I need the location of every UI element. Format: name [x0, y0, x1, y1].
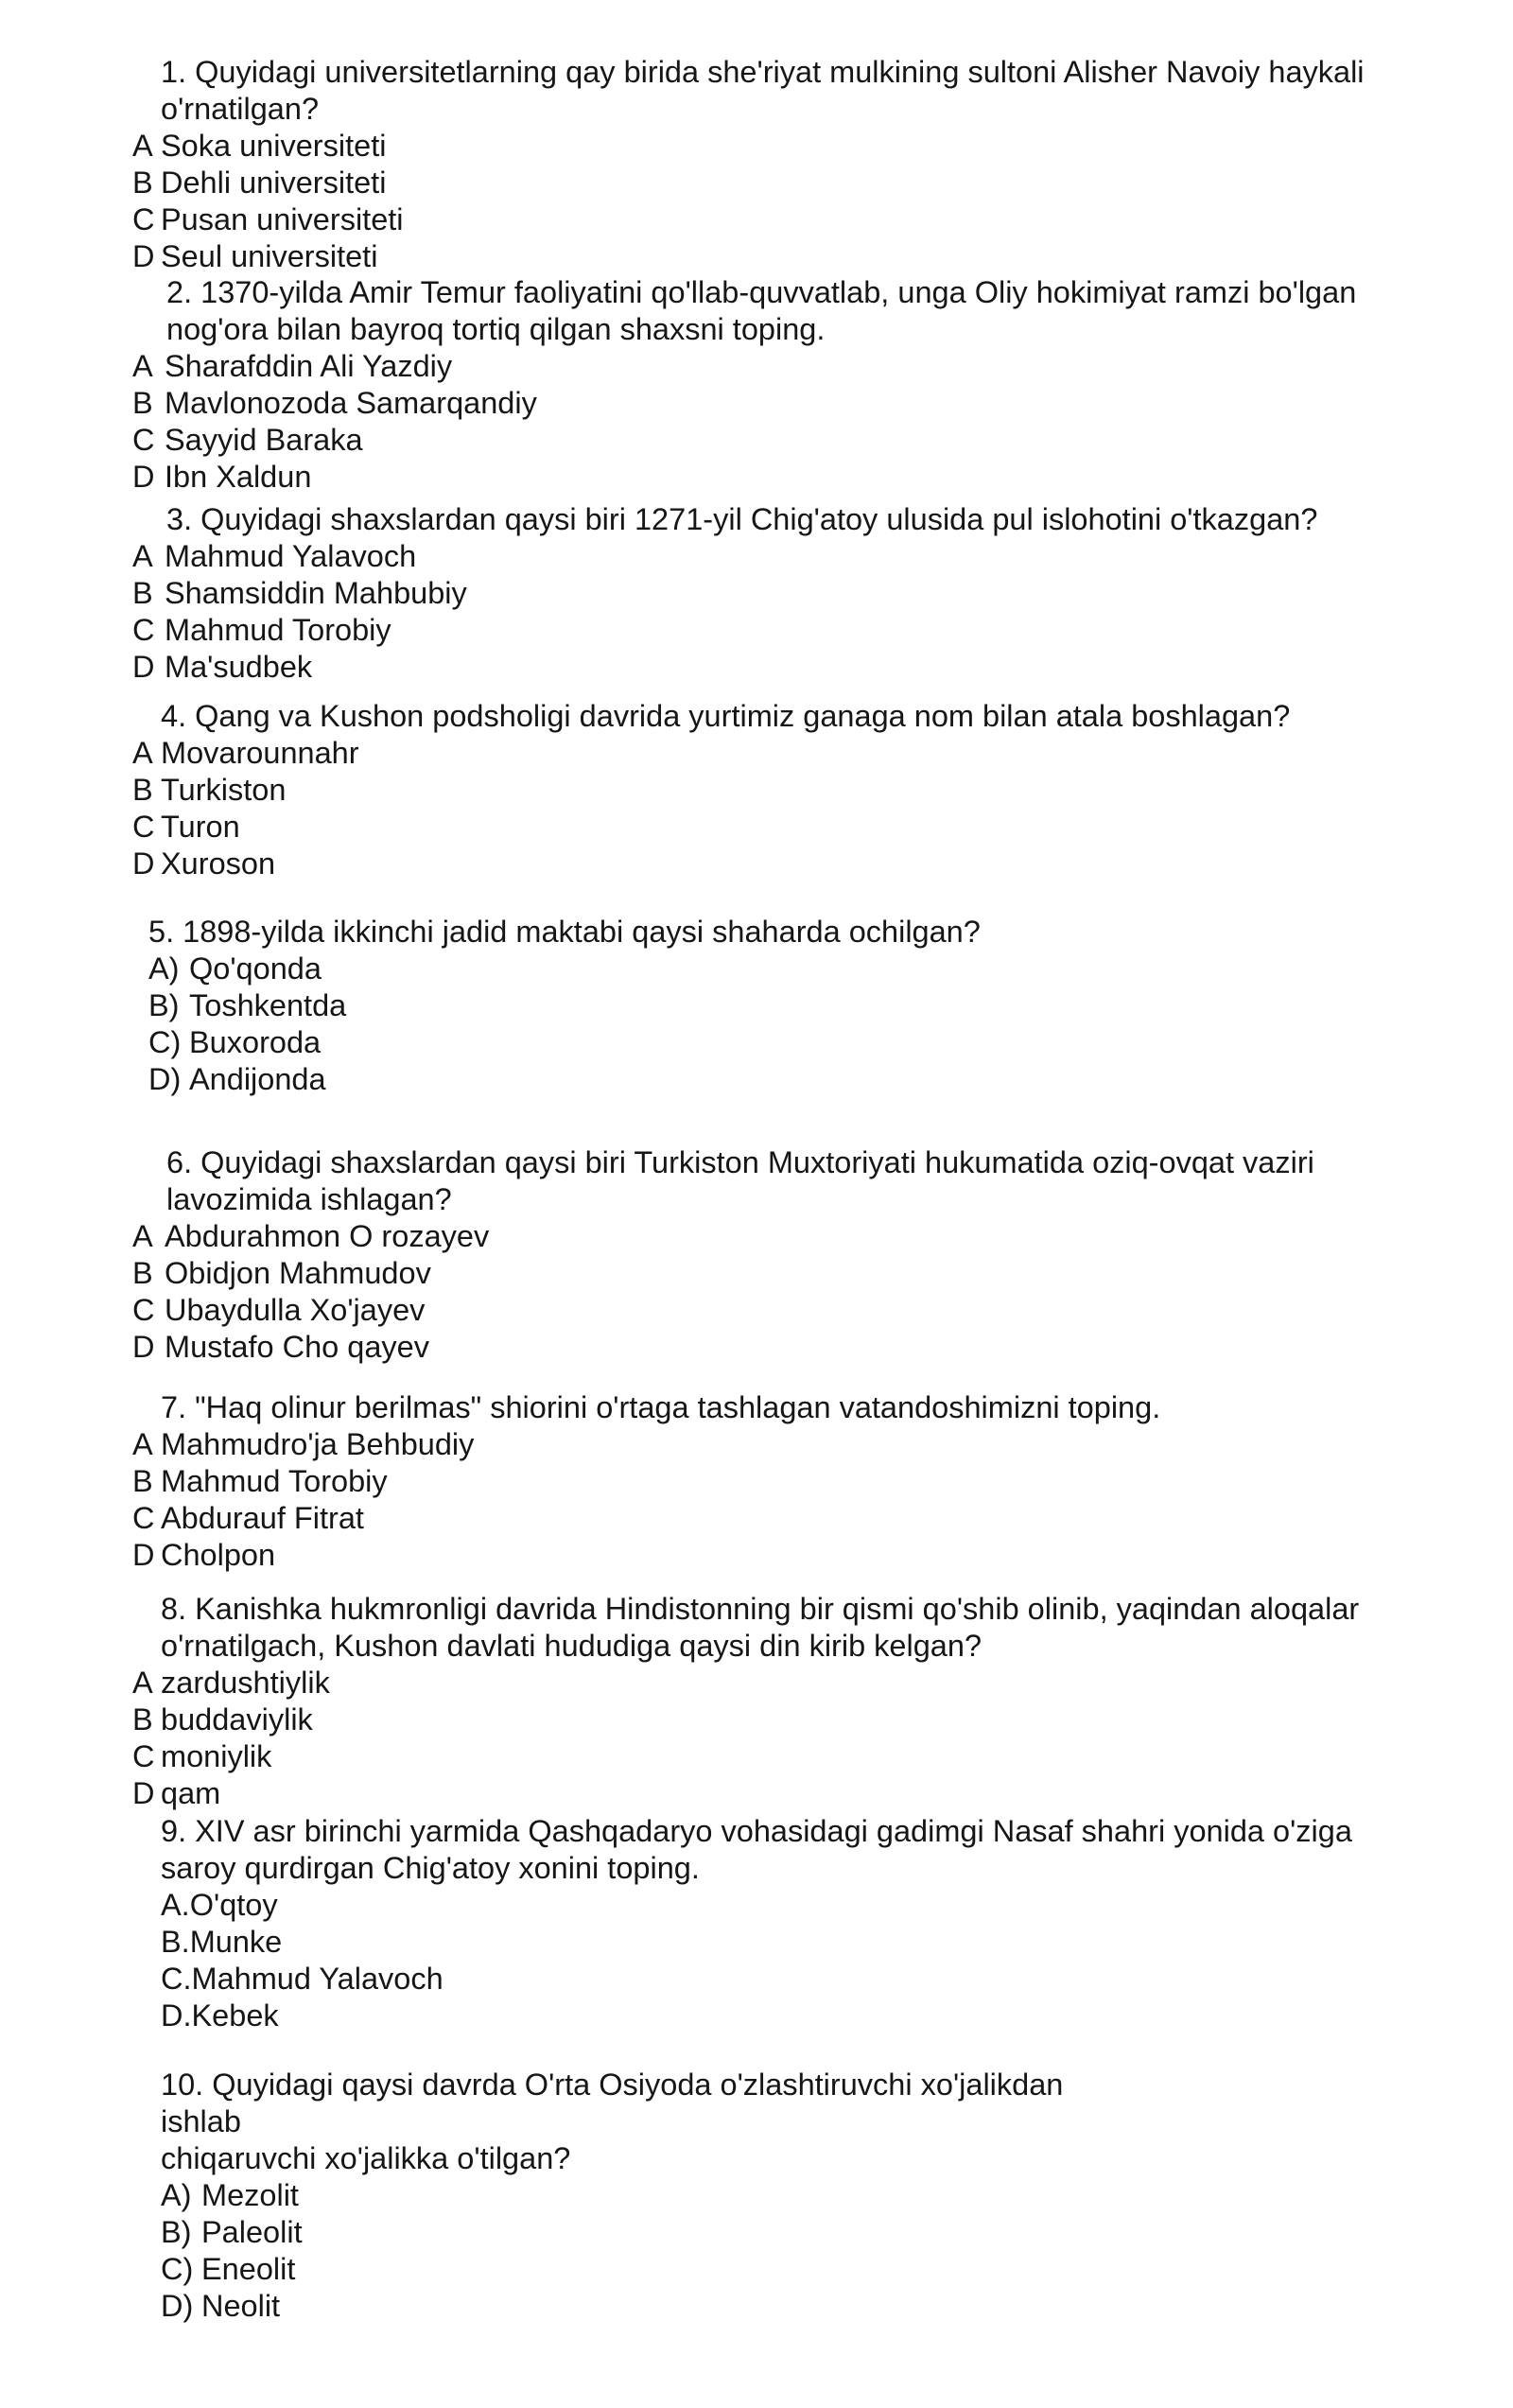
option-d[interactable]	[161, 2288, 1475, 2325]
option-letter: B)	[148, 988, 180, 1022]
option-d[interactable]	[132, 846, 1475, 882]
option-letter: B	[132, 166, 153, 200]
option-letter: D	[132, 239, 155, 273]
option-b[interactable]	[161, 1924, 1475, 1961]
question-text: 10. Quyidagi qaysi davrda O'rta Osiyoda o'zlashtiruvchi xo'jalikdan ishlab chiqaruvchi xo'jalikka o'tilgan?	[161, 2068, 1064, 2175]
option-a[interactable]	[148, 951, 1472, 987]
options-list	[132, 1665, 1475, 1812]
option-text: Andijonda	[189, 1062, 326, 1096]
option-letter: D	[132, 846, 155, 881]
option-text: Cholpon	[161, 1538, 276, 1572]
option-letter: D)	[161, 2289, 194, 2323]
option-b[interactable]	[148, 987, 1472, 1024]
option-letter: A)	[148, 951, 180, 986]
option-a[interactable]	[132, 1665, 1475, 1701]
option-letter: A	[132, 1219, 153, 1253]
option-letter: C	[132, 202, 155, 236]
option-letter: B)	[161, 2215, 192, 2249]
option-letter: D	[132, 650, 155, 684]
option-text: D.Kebek	[161, 1998, 279, 2033]
options-list	[132, 538, 1475, 686]
question-7	[132, 1389, 1475, 1574]
option-c[interactable]	[132, 1738, 1475, 1775]
option-letter: C	[132, 810, 155, 844]
option-letter: C	[132, 423, 155, 457]
option-text: qam	[161, 1776, 221, 1810]
option-text: Abdurauf Fitrat	[161, 1501, 364, 1535]
option-text: C.Mahmud Yalavoch	[161, 1962, 443, 1996]
option-b[interactable]	[132, 575, 1475, 612]
option-text: Qo'qonda	[189, 951, 322, 986]
option-c[interactable]	[132, 1292, 1475, 1329]
option-letter: D	[132, 1538, 155, 1572]
option-text: Eneolit	[201, 2252, 296, 2286]
option-letter: D)	[148, 1062, 182, 1096]
option-letter: C	[132, 1501, 155, 1535]
option-b[interactable]	[132, 1255, 1475, 1292]
option-text: zardushtiylik	[161, 1666, 330, 1700]
option-b[interactable]	[132, 1463, 1475, 1500]
option-letter: B	[132, 576, 153, 610]
option-text: Mahmud Torobiy	[161, 1464, 388, 1498]
option-c[interactable]	[132, 809, 1475, 846]
option-c[interactable]	[132, 422, 1475, 459]
option-letter: C	[132, 1739, 155, 1773]
option-d[interactable]	[148, 1061, 1472, 1098]
option-text: Mezolit	[201, 2178, 299, 2212]
option-c[interactable]	[148, 1024, 1472, 1061]
option-text: Ibn Xaldun	[165, 460, 312, 494]
option-c[interactable]	[161, 1961, 1475, 1998]
question-10	[161, 2067, 1475, 2325]
option-a[interactable]	[132, 348, 1475, 385]
option-letter: B	[132, 1702, 153, 1736]
option-text: Ma'sudbek	[165, 650, 313, 684]
option-text: Pusan universiteti	[161, 202, 404, 236]
option-a[interactable]	[132, 735, 1475, 772]
option-b[interactable]	[161, 2214, 1475, 2251]
options-list	[161, 1887, 1475, 2034]
option-letter: C	[132, 1293, 155, 1327]
option-letter: A	[132, 349, 153, 383]
option-text: Shamsiddin Mahbubiy	[165, 576, 467, 610]
options-list	[148, 951, 1472, 1098]
option-letter: A	[132, 1666, 153, 1700]
option-text: Xuroson	[161, 846, 276, 881]
option-c[interactable]	[132, 612, 1475, 649]
option-d[interactable]	[132, 1537, 1475, 1574]
option-letter: B	[132, 386, 153, 420]
option-text: Neolit	[201, 2289, 281, 2323]
option-letter: C)	[148, 1025, 182, 1059]
option-letter: C)	[161, 2252, 194, 2286]
option-text: Turon	[161, 810, 240, 844]
option-text: B.Munke	[161, 1925, 283, 1959]
option-d[interactable]	[132, 1329, 1475, 1366]
options-list	[132, 735, 1475, 882]
option-text: Obidjon Mahmudov	[165, 1256, 431, 1290]
question-text: 2. 1370-yilda Amir Temur faoliyatini qo'llab-quvvatlab, unga Oliy hokimiyat ramzi bo'lgan nog'ora bilan bayroq tortiq qilgan shaxsni toping.	[166, 275, 1357, 346]
option-text: A.O'qtoy	[161, 1888, 278, 1922]
option-d[interactable]	[161, 1998, 1475, 2034]
option-c[interactable]	[161, 2251, 1475, 2288]
option-text: Sharafddin Ali Yazdiy	[165, 349, 453, 383]
question-6	[132, 1144, 1475, 1366]
option-c[interactable]	[132, 201, 1475, 238]
question-text: 9. XIV asr birinchi yarmida Qashqadaryo vohasidagi gadimgi Nasaf shahri yonida o'ziga saroy qurdirgan Chig'atoy xonini toping.	[161, 1814, 1352, 1885]
option-text: Sayyid Baraka	[165, 423, 363, 457]
question-1	[132, 54, 1475, 275]
option-letter: D	[132, 1330, 155, 1364]
option-letter: C	[132, 613, 155, 647]
option-text: Turkiston	[161, 773, 287, 807]
option-text: Mahmudro'ja Behbudiy	[161, 1427, 475, 1461]
question-text: 5. 1898-yilda ikkinchi jadid maktabi qaysi shaharda ochilgan?	[148, 915, 981, 949]
option-d[interactable]	[132, 459, 1475, 496]
question-text: 1. Quyidagi universitetlarning qay birida she'riyat mulkining sultoni Alisher Navoiy haykali o'rnatilgan?	[161, 55, 1365, 126]
option-text: Soka universiteti	[161, 129, 387, 163]
option-text: Abdurahmon O rozayev	[165, 1219, 490, 1253]
option-b[interactable]	[132, 165, 1475, 201]
options-list	[132, 1218, 1475, 1366]
option-letter: D	[132, 460, 155, 494]
option-a[interactable]	[132, 128, 1475, 165]
option-text: Mustafo Cho qayev	[165, 1330, 430, 1364]
option-text: Movarounnahr	[161, 736, 359, 770]
question-4	[132, 698, 1475, 882]
option-d[interactable]	[132, 238, 1475, 275]
option-letter: A	[132, 129, 153, 163]
options-list	[161, 2177, 1475, 2325]
option-letter: B	[132, 1256, 153, 1290]
option-text: moniylik	[161, 1739, 272, 1773]
option-a[interactable]	[132, 1218, 1475, 1255]
question-text: 7. "Haq olinur berilmas" shiorini o'rtaga tashlagan vatandoshimizni toping.	[161, 1390, 1161, 1424]
option-text: Mahmud Torobiy	[165, 613, 391, 647]
option-letter: A	[132, 1427, 153, 1461]
option-letter: A)	[161, 2178, 192, 2212]
option-text: Ubaydulla Xo'jayev	[165, 1293, 426, 1327]
option-d[interactable]	[132, 1775, 1475, 1812]
option-text: buddaviylik	[161, 1702, 313, 1736]
question-3	[132, 501, 1475, 686]
option-c[interactable]	[132, 1500, 1475, 1537]
option-a[interactable]	[161, 1887, 1475, 1924]
option-letter: D	[132, 1776, 155, 1810]
option-text: Toshkentda	[189, 988, 347, 1022]
option-text: Mahmud Yalavoch	[165, 539, 417, 573]
option-b[interactable]	[132, 385, 1475, 422]
question-9	[161, 1813, 1475, 2034]
option-text: Mavlonozoda Samarqandiy	[165, 386, 537, 420]
options-list	[132, 1426, 1475, 1574]
option-letter: A	[132, 539, 153, 573]
option-a[interactable]	[132, 1426, 1475, 1463]
option-text: Buxoroda	[189, 1025, 322, 1059]
option-text: Dehli universiteti	[161, 166, 387, 200]
option-d[interactable]	[132, 649, 1475, 686]
question-2	[132, 274, 1475, 496]
option-text: Seul universiteti	[161, 239, 378, 273]
option-a[interactable]	[161, 2177, 1475, 2214]
question-8	[132, 1591, 1475, 1812]
option-a[interactable]	[132, 538, 1475, 575]
question-text: 8. Kanishka hukmronligi davrida Hindistonning bir qismi qo'shib olinib, yaqindan aloqalar o'rnatilgach, Kushon davlati hududiga qaysi din kirib kelgan?	[161, 1592, 1360, 1663]
option-b[interactable]	[132, 772, 1475, 809]
option-letter: A	[132, 736, 153, 770]
question-text: 6. Quyidagi shaxslardan qaysi biri Turkiston Muxtoriyati hukumatida oziq-ovqat vaziri lavozimida ishlagan?	[166, 1145, 1314, 1216]
options-list	[132, 128, 1475, 275]
question-text: 3. Quyidagi shaxslardan qaysi biri 1271-yil Chig'atoy ulusida pul islohotini o'tkazgan?	[166, 502, 1318, 536]
question-5	[148, 914, 1472, 1098]
option-letter: B	[132, 1464, 153, 1498]
option-letter: B	[132, 773, 153, 807]
question-text: 4. Qang va Kushon podsholigi davrida yurtimiz ganaga nom bilan atala boshlagan?	[161, 699, 1291, 733]
options-list	[132, 348, 1475, 496]
option-text: Paleolit	[201, 2215, 303, 2249]
option-b[interactable]	[132, 1701, 1475, 1738]
